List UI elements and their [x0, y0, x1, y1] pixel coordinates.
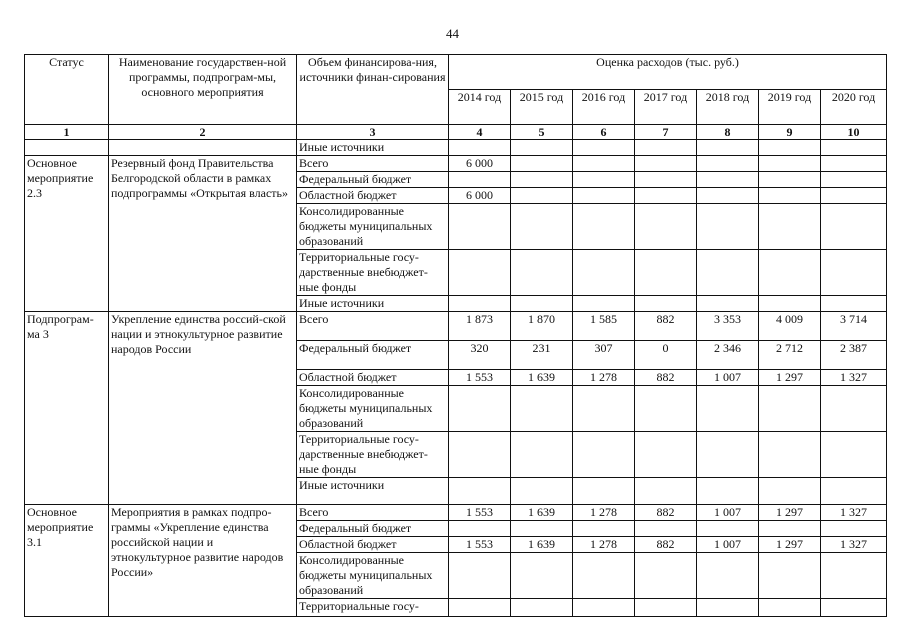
source-label: Областной бюджет: [297, 188, 449, 204]
source-label: Иные источники: [297, 140, 449, 156]
value-cell: [759, 156, 821, 172]
value-cell: [573, 386, 635, 432]
source-label: Всего: [297, 156, 449, 172]
table-row: [25, 156, 887, 172]
value-cell: [573, 553, 635, 599]
value-cell: 1 553: [449, 505, 511, 521]
source-label: Территориальные госу-: [297, 599, 449, 617]
source-label: Территориальные госу-дарственные внебюджет-ные фонды: [297, 432, 449, 478]
value-cell: [635, 521, 697, 537]
table-row: [25, 140, 887, 156]
value-cell: [821, 156, 887, 172]
value-cell: 882: [635, 312, 697, 341]
value-cell: 1 873: [449, 312, 511, 341]
value-cell: 4 009: [759, 312, 821, 341]
header-year: 2018 год: [697, 90, 759, 125]
value-cell: [759, 599, 821, 617]
value-cell: 1 639: [511, 505, 573, 521]
value-cell: [511, 250, 573, 296]
value-cell: [821, 188, 887, 204]
value-cell: [821, 296, 887, 312]
value-cell: [511, 156, 573, 172]
value-cell: [449, 386, 511, 432]
value-cell: [449, 172, 511, 188]
value-cell: 3 353: [697, 312, 759, 341]
column-number: 6: [573, 125, 635, 140]
value-cell: [449, 553, 511, 599]
source-label: Всего: [297, 312, 449, 341]
value-cell: 2 712: [759, 341, 821, 370]
value-cell: 1 007: [697, 537, 759, 553]
column-number: 5: [511, 125, 573, 140]
header-status: Статус: [25, 55, 109, 125]
value-cell: [697, 250, 759, 296]
value-cell: [573, 172, 635, 188]
column-number: 1: [25, 125, 109, 140]
header-estimate: Оценка расходов (тыс. руб.): [449, 55, 887, 90]
value-cell: [759, 250, 821, 296]
status-cell: Основное мероприятие 3.1: [25, 505, 109, 617]
value-cell: 1 585: [573, 312, 635, 341]
column-number: 9: [759, 125, 821, 140]
value-cell: [511, 478, 573, 505]
program-name-cell: Укрепление единства россий-ской нации и этнокультурное развитие народов России: [109, 312, 297, 505]
value-cell: [821, 204, 887, 250]
value-cell: 2 387: [821, 341, 887, 370]
source-label: Всего: [297, 505, 449, 521]
value-cell: 1 327: [821, 537, 887, 553]
column-number: 7: [635, 125, 697, 140]
value-cell: [821, 599, 887, 617]
value-cell: [635, 204, 697, 250]
value-cell: [449, 521, 511, 537]
header-volume: Объем финансирова-ния, источники финан-сирования: [297, 55, 449, 125]
value-cell: [697, 599, 759, 617]
value-cell: [821, 478, 887, 505]
value-cell: [573, 156, 635, 172]
value-cell: 1 297: [759, 505, 821, 521]
value-cell: [759, 553, 821, 599]
value-cell: [449, 296, 511, 312]
value-cell: 882: [635, 537, 697, 553]
value-cell: [697, 478, 759, 505]
value-cell: [635, 172, 697, 188]
value-cell: 1 553: [449, 537, 511, 553]
value-cell: [697, 156, 759, 172]
status-cell: Основное мероприятие 2.3: [25, 156, 109, 312]
value-cell: [697, 172, 759, 188]
value-cell: [511, 521, 573, 537]
column-numbers-row: [25, 125, 887, 140]
value-cell: [573, 478, 635, 505]
budget-table: [24, 54, 887, 617]
value-cell: 1 007: [697, 370, 759, 386]
source-label: Консолидированные бюджеты муниципальных образований: [297, 204, 449, 250]
value-cell: [821, 172, 887, 188]
value-cell: [511, 553, 573, 599]
page-number: 44: [446, 26, 459, 41]
value-cell: [573, 432, 635, 478]
value-cell: [697, 296, 759, 312]
value-cell: [449, 204, 511, 250]
source-label: Федеральный бюджет: [297, 341, 449, 370]
value-cell: [759, 478, 821, 505]
status-cell: Подпрограм-ма 3: [25, 312, 109, 505]
value-cell: 1 297: [759, 537, 821, 553]
value-cell: [759, 296, 821, 312]
value-cell: [821, 553, 887, 599]
table-row: [25, 312, 887, 341]
source-label: Областной бюджет: [297, 537, 449, 553]
column-number: 8: [697, 125, 759, 140]
value-cell: [511, 386, 573, 432]
value-cell: 1 297: [759, 370, 821, 386]
value-cell: [511, 432, 573, 478]
value-cell: 1 007: [697, 505, 759, 521]
value-cell: [821, 250, 887, 296]
value-cell: 1 327: [821, 505, 887, 521]
column-number: 4: [449, 125, 511, 140]
header-year: 2014 год: [449, 90, 511, 125]
column-number: 10: [821, 125, 887, 140]
value-cell: [449, 250, 511, 296]
header-year: 2017 год: [635, 90, 697, 125]
value-cell: [635, 553, 697, 599]
value-cell: [635, 432, 697, 478]
value-cell: 1 553: [449, 370, 511, 386]
column-number: 2: [109, 125, 297, 140]
value-cell: [759, 386, 821, 432]
column-number: 3: [297, 125, 449, 140]
value-cell: 1 278: [573, 505, 635, 521]
source-label: Консолидированные бюджеты муниципальных образований: [297, 386, 449, 432]
value-cell: 1 278: [573, 370, 635, 386]
value-cell: [511, 188, 573, 204]
value-cell: 6 000: [449, 188, 511, 204]
value-cell: 6 000: [449, 156, 511, 172]
value-cell: [511, 204, 573, 250]
source-label: Иные источники: [297, 296, 449, 312]
value-cell: 1 639: [511, 370, 573, 386]
value-cell: 882: [635, 505, 697, 521]
value-cell: [821, 521, 887, 537]
value-cell: 320: [449, 341, 511, 370]
value-cell: [449, 478, 511, 505]
value-cell: [635, 156, 697, 172]
value-cell: [635, 188, 697, 204]
value-cell: [511, 296, 573, 312]
header-year: 2015 год: [511, 90, 573, 125]
program-name-cell: Резервный фонд Правительства Белгородской области в рамках подпрограммы «Открытая власть»: [109, 156, 297, 312]
value-cell: [635, 386, 697, 432]
value-cell: [759, 432, 821, 478]
value-cell: [759, 188, 821, 204]
value-cell: 1 278: [573, 537, 635, 553]
source-label: Федеральный бюджет: [297, 521, 449, 537]
header-name: Наименование государствен-ной программы, подпрограм-мы, основного мероприятия: [109, 55, 297, 125]
value-cell: [697, 188, 759, 204]
value-cell: [449, 432, 511, 478]
value-cell: [635, 250, 697, 296]
value-cell: 1 327: [821, 370, 887, 386]
value-cell: [697, 204, 759, 250]
header-year: 2019 год: [759, 90, 821, 125]
value-cell: [697, 521, 759, 537]
value-cell: [635, 296, 697, 312]
source-label: Областной бюджет: [297, 370, 449, 386]
value-cell: [635, 478, 697, 505]
value-cell: [449, 599, 511, 617]
value-cell: [697, 553, 759, 599]
table-row: [25, 505, 887, 521]
value-cell: [759, 172, 821, 188]
value-cell: [573, 188, 635, 204]
value-cell: [821, 432, 887, 478]
value-cell: 307: [573, 341, 635, 370]
value-cell: 2 346: [697, 341, 759, 370]
value-cell: [573, 250, 635, 296]
value-cell: 1 639: [511, 537, 573, 553]
value-cell: 231: [511, 341, 573, 370]
program-name-cell: Мероприятия в рамках подпро-граммы «Укрепление единства российской нации и этнокультурное развитие народов России»: [109, 505, 297, 617]
value-cell: 882: [635, 370, 697, 386]
value-cell: [635, 599, 697, 617]
value-cell: [697, 432, 759, 478]
value-cell: 3 714: [821, 312, 887, 341]
value-cell: [697, 386, 759, 432]
header-year: 2020 год: [821, 90, 887, 125]
value-cell: 0: [635, 341, 697, 370]
value-cell: [821, 386, 887, 432]
value-cell: [573, 204, 635, 250]
value-cell: [573, 599, 635, 617]
value-cell: [573, 296, 635, 312]
value-cell: [573, 521, 635, 537]
source-label: Территориальные госу-дарственные внебюджет-ные фонды: [297, 250, 449, 296]
value-cell: [511, 172, 573, 188]
header-year: 2016 год: [573, 90, 635, 125]
value-cell: [511, 599, 573, 617]
source-label: Иные источники: [297, 478, 449, 505]
value-cell: [759, 204, 821, 250]
value-cell: 1 870: [511, 312, 573, 341]
source-label: Федеральный бюджет: [297, 172, 449, 188]
value-cell: [759, 521, 821, 537]
source-label: Консолидированные бюджеты муниципальных образований: [297, 553, 449, 599]
